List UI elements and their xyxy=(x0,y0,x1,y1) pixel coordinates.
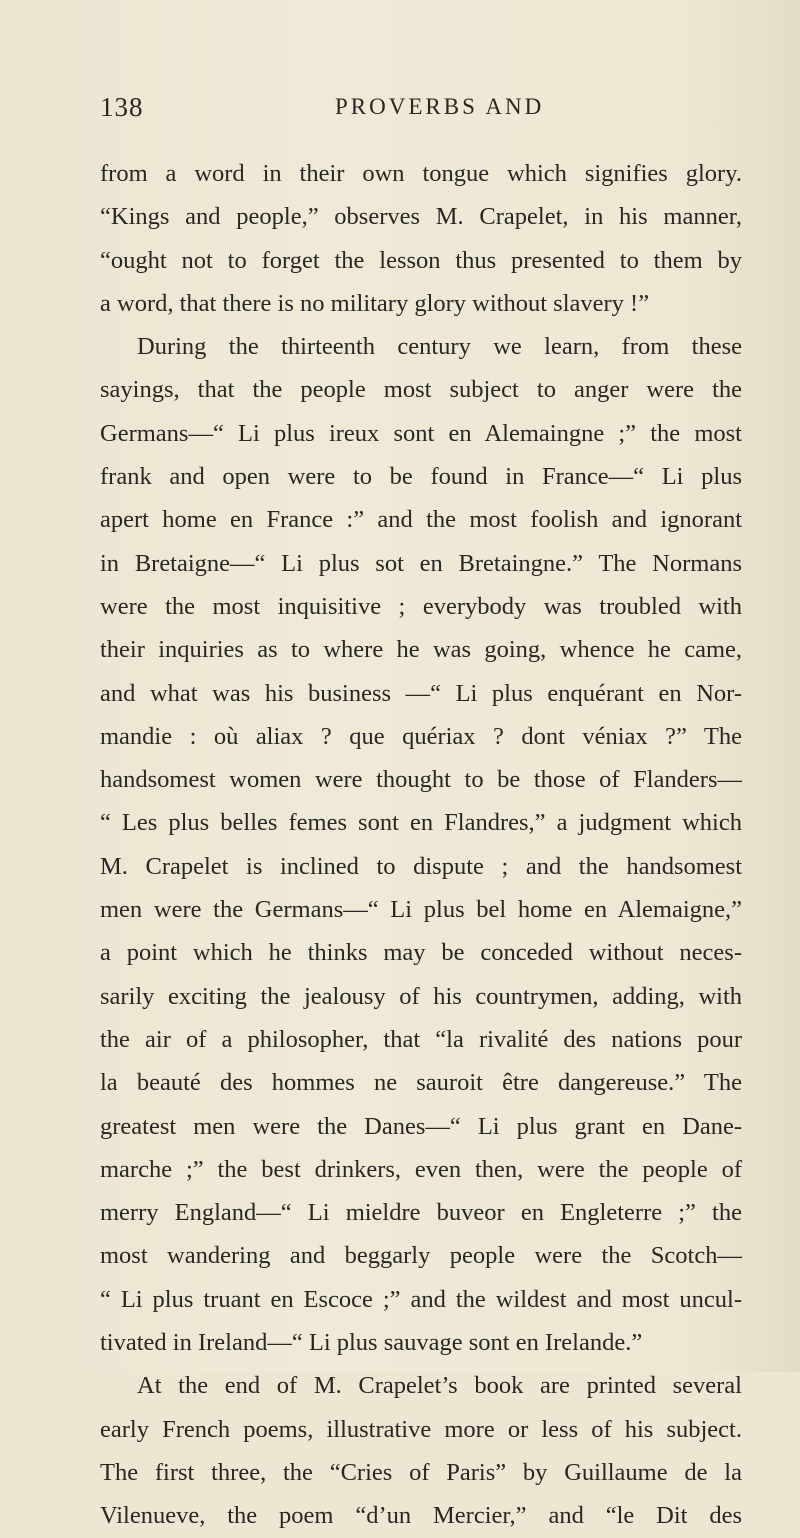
text-line: most wandering and beggarly people were the Scotch— xyxy=(100,1242,742,1270)
text-line: Vilenueve, the poem “d’un Mercier,” and “le Dit des xyxy=(100,1502,742,1530)
text-line: The first three, the “Cries of Paris” by Guillaume de la xyxy=(100,1458,742,1486)
text-line: early French poems, illustrative more or less of his subject. xyxy=(100,1415,742,1443)
text-line: greatest men were the Danes—“ Li plus grant en Dane- xyxy=(100,1112,742,1140)
text-line: from a word in their own tongue which signifies glory. xyxy=(100,160,742,187)
text-line: sayings, that the people most subject to anger were the xyxy=(100,376,742,404)
text-line: At the end of M. Crapelet’s book are printed several xyxy=(137,1372,742,1400)
text-line: a point which he thinks may be conceded without neces- xyxy=(100,939,742,967)
text-line: “Kings and people,” observes M. Crapelet, in his manner, xyxy=(100,203,742,231)
text-line: sarily exciting the jealousy of his countrymen, adding, with xyxy=(100,982,742,1010)
text-line: handsomest women were thought to be those of Flanders— xyxy=(100,766,742,794)
text-line: mandie : où aliax ? que quériax ? dont véniax ?” The xyxy=(100,722,742,750)
text-line: merry England—“ Li mieldre buveor en Engleterre ;” the xyxy=(100,1199,742,1227)
text-line: frank and open were to be found in France—“ Li plus xyxy=(100,463,742,491)
text-line: la beauté des hommes ne sauroit être dangereuse.” The xyxy=(100,1069,742,1097)
text-line: apert home en France :” and the most foolish and ignorant xyxy=(100,506,742,534)
text-line: the air of a philosopher, that “la rivalité des nations pour xyxy=(100,1025,742,1053)
page-number: 138 xyxy=(100,92,144,122)
text-line: marche ;” the best drinkers, even then, were the people of xyxy=(100,1155,742,1183)
text-line: their inquiries as to where he was going, whence he came, xyxy=(100,636,742,664)
page-header xyxy=(100,92,740,132)
text-line: a word, that there is no military glory without slavery !” xyxy=(100,289,650,317)
text-line: men were the Germans—“ Li plus bel home en Alemaigne,” xyxy=(100,896,742,924)
text-line: “ Les plus belles femes sont en Flandres,” a judgment which xyxy=(100,809,742,837)
text-line: “ Li plus truant en Escoce ;” and the wildest and most uncul- xyxy=(100,1285,742,1313)
text-line: and what was his business —“ Li plus enquérant en Nor- xyxy=(100,679,742,707)
running-title: PROVERBS AND xyxy=(335,94,545,119)
text-line: During the thirteenth century we learn, from these xyxy=(137,333,742,361)
text-line: M. Crapelet is inclined to dispute ; and the handsomest xyxy=(100,852,742,880)
text-line: Germans—“ Li plus ireux sont en Alemaingne ;” the most xyxy=(100,419,742,447)
body-text xyxy=(100,152,742,1538)
text-line: in Bretaigne—“ Li plus sot en Bretaingne.” The Normans xyxy=(100,549,742,577)
text-line: were the most inquisitive ; everybody was troubled with xyxy=(100,592,742,620)
text-line: tivated in Ireland—“ Li plus sauvage sont en Irelande.” xyxy=(100,1329,643,1357)
text-line: “ought not to forget the lesson thus presented to them by xyxy=(100,246,742,274)
